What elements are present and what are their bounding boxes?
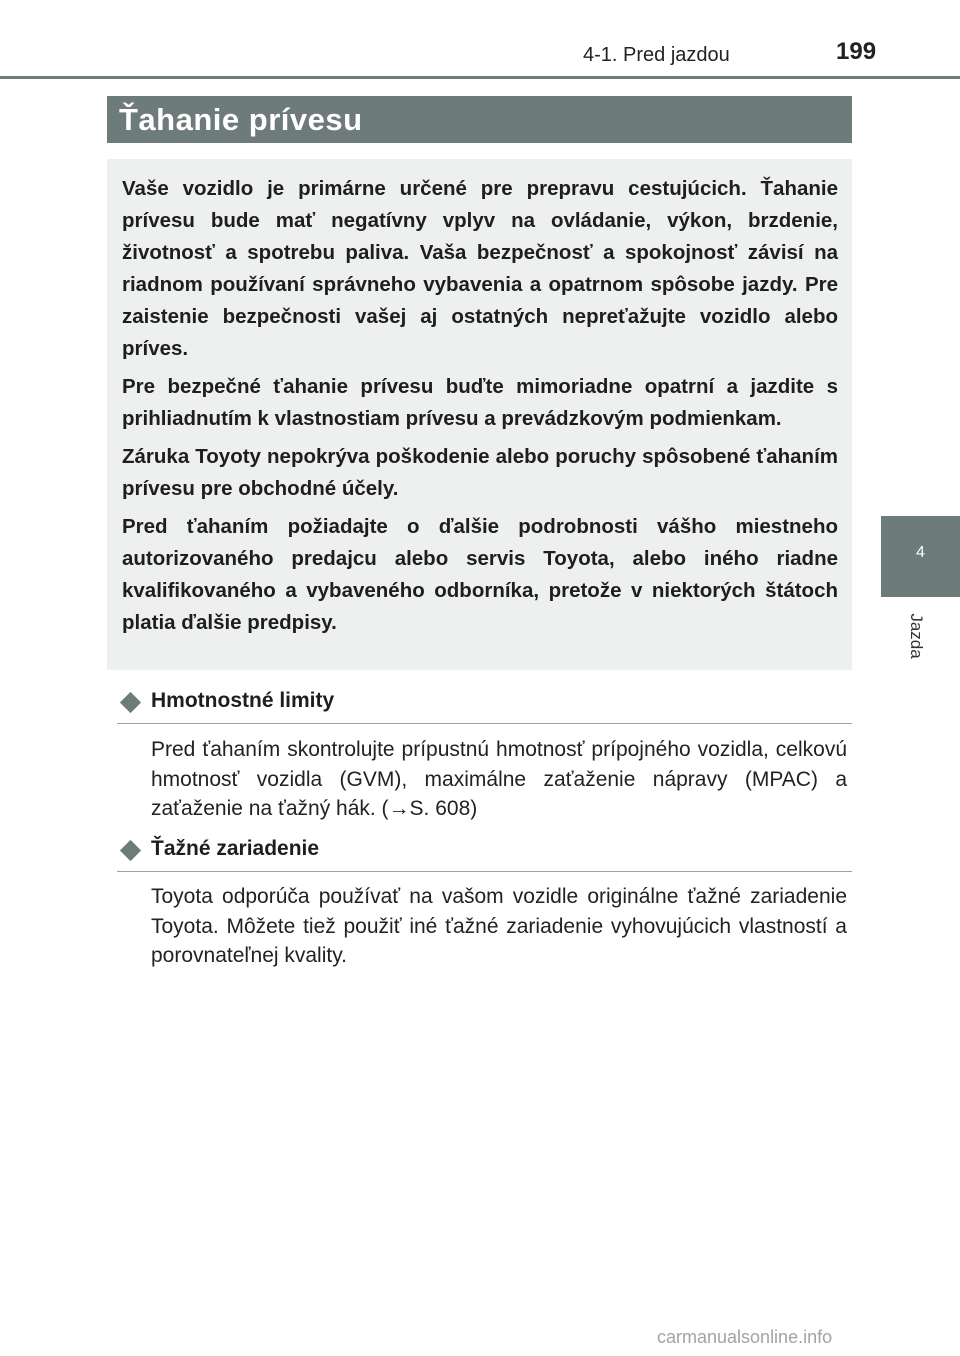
section-heading-weight-limits	[117, 689, 852, 724]
section-body-towing-hitch: Toyota odporúča používať na vašom vozidle originálne ťažné zariadenie Toyota. Môžete tiež použiť iné ťažné zariadenie vyhovujúcich vlastností a porovnateľnej kvality.	[151, 885, 847, 967]
section-body-weight-limits: Pred ťahaním skontrolujte prípustnú hmotnosť prípojného vozidla, celkovú hmotnosť vozidla (GVM), maximálne zaťaženie nápravy (MPAC) a zaťaženie na ťažný hák. (→S. 608)	[151, 738, 847, 820]
intro-paragraph: Pre bezpečné ťahanie prívesu buďte mimoriadne opatrní a jazdite s prihliadnutím k vlastnostiam prívesu a prevádzkovým podmienkam.	[122, 375, 838, 430]
chapter-label-text: Jazda	[907, 613, 926, 659]
page-number: 199	[836, 38, 877, 65]
section-heading-text: Ťažné zariadenie	[151, 837, 320, 860]
title-bar	[107, 96, 852, 143]
chapter-tab	[881, 516, 960, 597]
section-heading-text: Hmotnostné limity	[151, 689, 335, 712]
intro-paragraph: Vaše vozidlo je primárne určené pre prepravu cestujúcich. Ťahanie prívesu bude mať negatívny vplyv na ovládanie, výkon, brzdenie, životnosť a spotrebu paliva. Vaša bezpečnosť a spokojnosť závisí na riadnom používaní správneho vybavenia a opatrnom spôsobe jazdy. Pre zaistenie bezpečnosti vašej aj ostatných nepreťažujte vozidlo alebo príves.	[122, 177, 838, 360]
header-rule	[0, 76, 960, 79]
chapter-number: 4	[916, 544, 925, 561]
watermark: carmanualsonline.info	[657, 1327, 833, 1347]
header-section: 4-1. Pred jazdou	[583, 44, 730, 66]
intro-box	[107, 159, 852, 670]
page-title: Ťahanie prívesu	[119, 102, 363, 137]
diamond-bullet-icon	[120, 840, 141, 861]
intro-paragraph: Záruka Toyoty nepokrýva poškodenie alebo poruchy spôsobené ťahaním prívesu pre obchodné účely.	[122, 445, 838, 500]
section-heading-towing-hitch	[117, 837, 852, 872]
chapter-label	[904, 606, 926, 666]
diamond-bullet-icon	[120, 692, 141, 713]
intro-content	[122, 173, 838, 645]
intro-paragraph: Pred ťahaním požiadajte o ďalšie podrobnosti vášho miestneho autorizovaného predajcu alebo servis Toyota, alebo iného riadne kvalifikovaného a vybaveného odborníka, pretože v niektorých štátoch platia ďalšie predpisy.	[122, 515, 838, 634]
